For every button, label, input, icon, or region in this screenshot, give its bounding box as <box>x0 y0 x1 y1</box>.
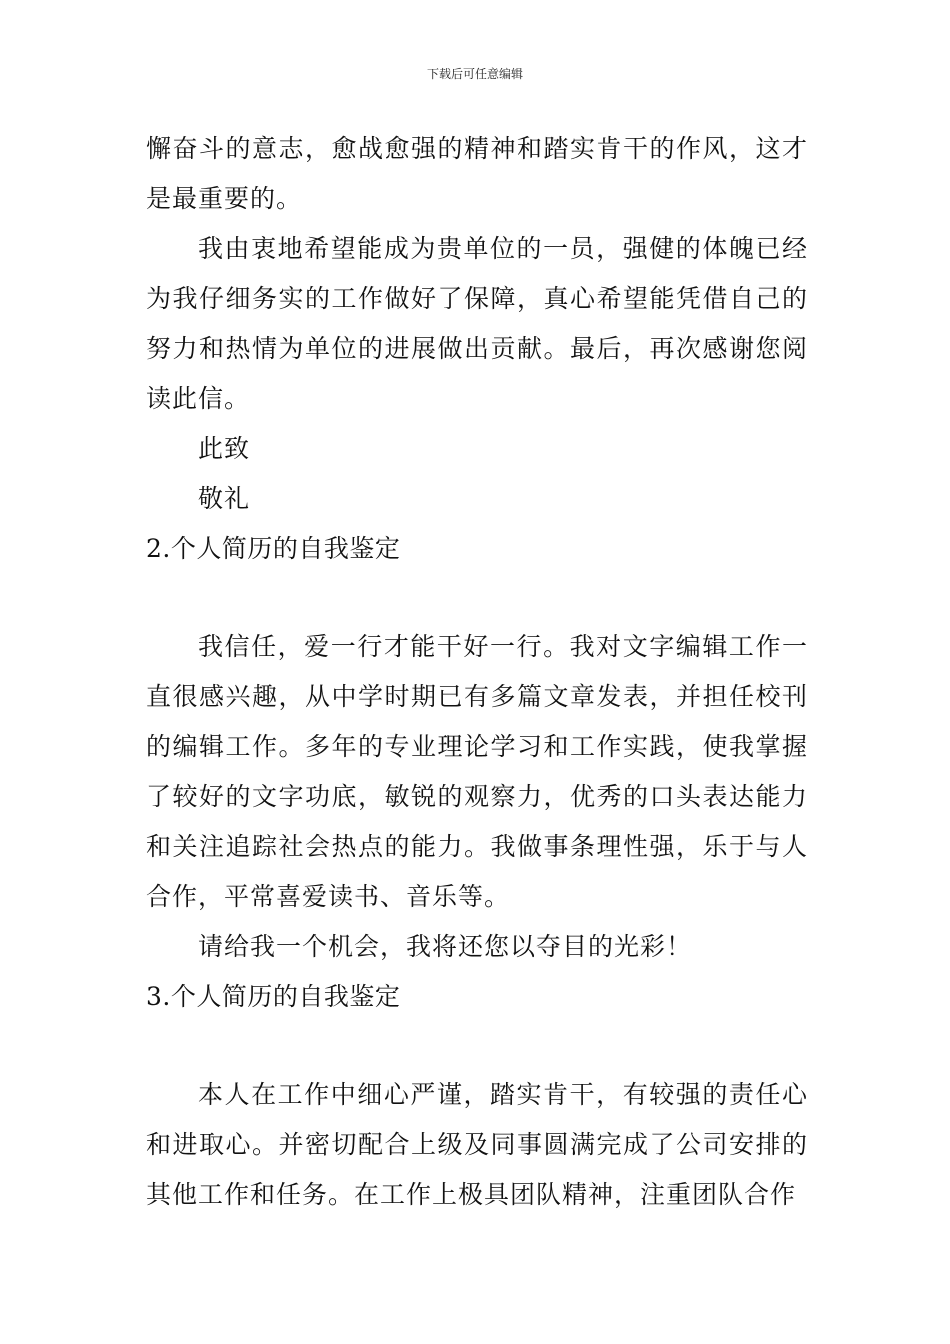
paragraph-1: 懈奋斗的意志，愈战愈强的精神和踏实肯干的作风，这才是最重要的。 <box>146 134 808 213</box>
page-header: 下载后可任意编辑 <box>426 67 523 81</box>
document-body <box>146 124 808 1220</box>
closing-line-2: 敬礼 <box>198 484 251 513</box>
paragraph-2: 我由衷地希望能成为贵单位的一员，强健的体魄已经为我仔细务实的工作做好了保障，真心希望能凭借自己的努力和热情为单位的进展做出贡献。最后，再次感谢您阅读此信。 <box>146 234 808 413</box>
blank-line <box>146 1022 808 1070</box>
section-heading-2: 2.个人简历的自我鉴定 <box>146 534 401 563</box>
paragraph-4: 请给我一个机会，我将还您以夺目的光彩！ <box>198 932 693 961</box>
paragraph-5: 本人在工作中细心严谨，踏实肯干，有较强的责任心和进取心。并密切配合上级及同事圆满完成了公司安排的其他工作和任务。在工作上极具团队精神，注重团队合作 <box>146 1080 808 1209</box>
blank-line <box>146 574 808 622</box>
paragraph-3: 我信任，爱一行才能干好一行。我对文字编辑工作一直很感兴趣，从中学时期已有多篇文章发表，并担任校刊的编辑工作。多年的专业理论学习和工作实践，使我掌握了较好的文字功底，敏锐的观察力，优秀的口头表达能力和关注追踪社会热点的能力。我做事条理性强，乐于与人合作，平常喜爱读书、音乐等。 <box>146 632 808 911</box>
closing-line-1: 此致 <box>198 434 251 463</box>
section-heading-3: 3.个人简历的自我鉴定 <box>146 982 401 1011</box>
